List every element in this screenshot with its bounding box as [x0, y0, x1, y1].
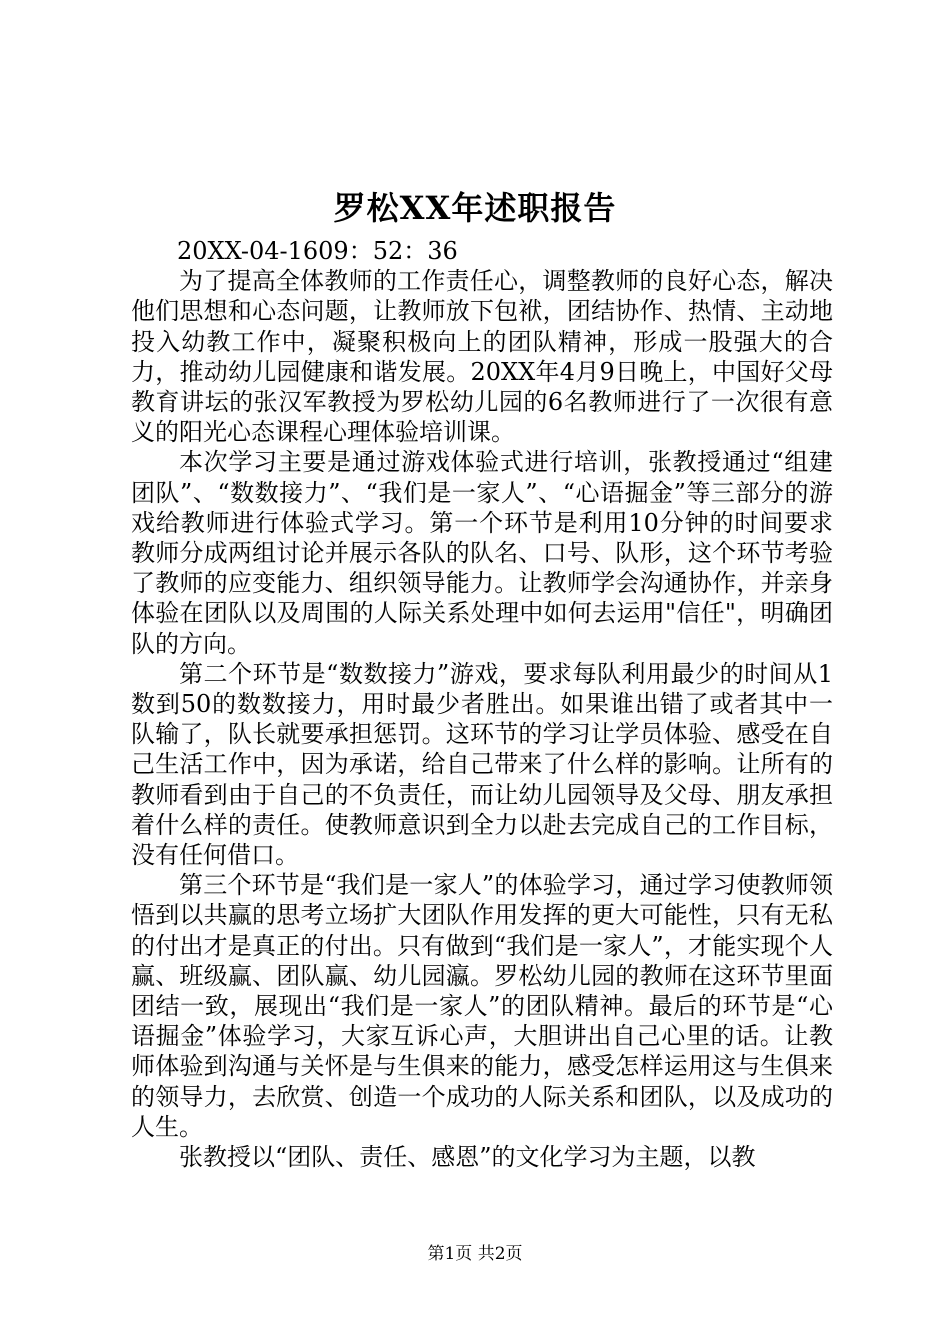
document-title: 罗松XX年述职报告 [333, 189, 617, 227]
paragraph: 第三个环节是“我们是一家人”的体验学习，通过学习使教师领悟到以共赢的思考立场扩大团队作用发挥的更大可能性，只有无私的付出才是真正的付出。只有做到“我们是一家人”，才能实现个人赢、班级赢、团队赢、幼儿园瀛。罗松幼儿园的教师在这环节里面团结一致，展现出“我们是一家人”的团队精神。最后的环节是“心语掘金”体验学习，大家互诉心声，大胆讲出自己心里的话。让教师体验到沟通与关怀是与生俱来的能力，感受怎样运用这与生俱来的领导力，去欣赏、创造一个成功的人际关系和团队，以及成功的人生。 [131, 871, 833, 1141]
page-footer: 第1页 共2页 [427, 1244, 523, 1264]
paragraph: 本次学习主要是通过游戏体验式进行培训，张教授通过“组建团队”、“数数接力”、“我们是一家人”、“心语掘金”等三部分的游戏给教师进行体验式学习。第一个环节是利用10分钟的时间要求教师分成两组讨论并展示各队的队名、口号、队形，这个环节考验了教师的应变能力、组织领导能力。让教师学会沟通协作，并亲身体验在团队以及周围的人际关系处理中如何去运用"信任"，明确团队的方向。 [131, 448, 833, 658]
document-timestamp: 20XX-04-1609：52：36 [177, 237, 458, 265]
paragraph: 为了提高全体教师的工作责任心，调整教师的良好心态，解决他们思想和心态问题，让教师放下包袱，团结协作、热情、主动地投入幼教工作中，凝聚积极向上的团队精神，形成一股强大的合力，推动幼儿园健康和谐发展。20XX年4月9日晚上，中国好父母教育讲坛的张汉军教授为罗松幼儿园的6名教师进行了一次很有意义的阳光心态课程心理体验培训课。 [131, 267, 833, 447]
paragraph: 张教授以“团队、责任、感恩”的文化学习为主题，以教 [179, 1143, 756, 1172]
document-body [131, 236, 833, 1172]
paragraph: 第二个环节是“数数接力”游戏，要求每队利用最少的时间从1数到50的数数接力，用时最少者胜出。如果谁出错了或者其中一队输了，队长就要承担惩罚。这环节的学习让学员体验、感受在自己生活工作中，因为承诺，给自己带来了什么样的影响。让所有的教师看到由于自己的不负责任，而让幼儿园领导及父母、朋友承担着什么样的责任。使教师意识到全力以赴去完成自己的工作目标，没有任何借口。 [131, 659, 833, 870]
